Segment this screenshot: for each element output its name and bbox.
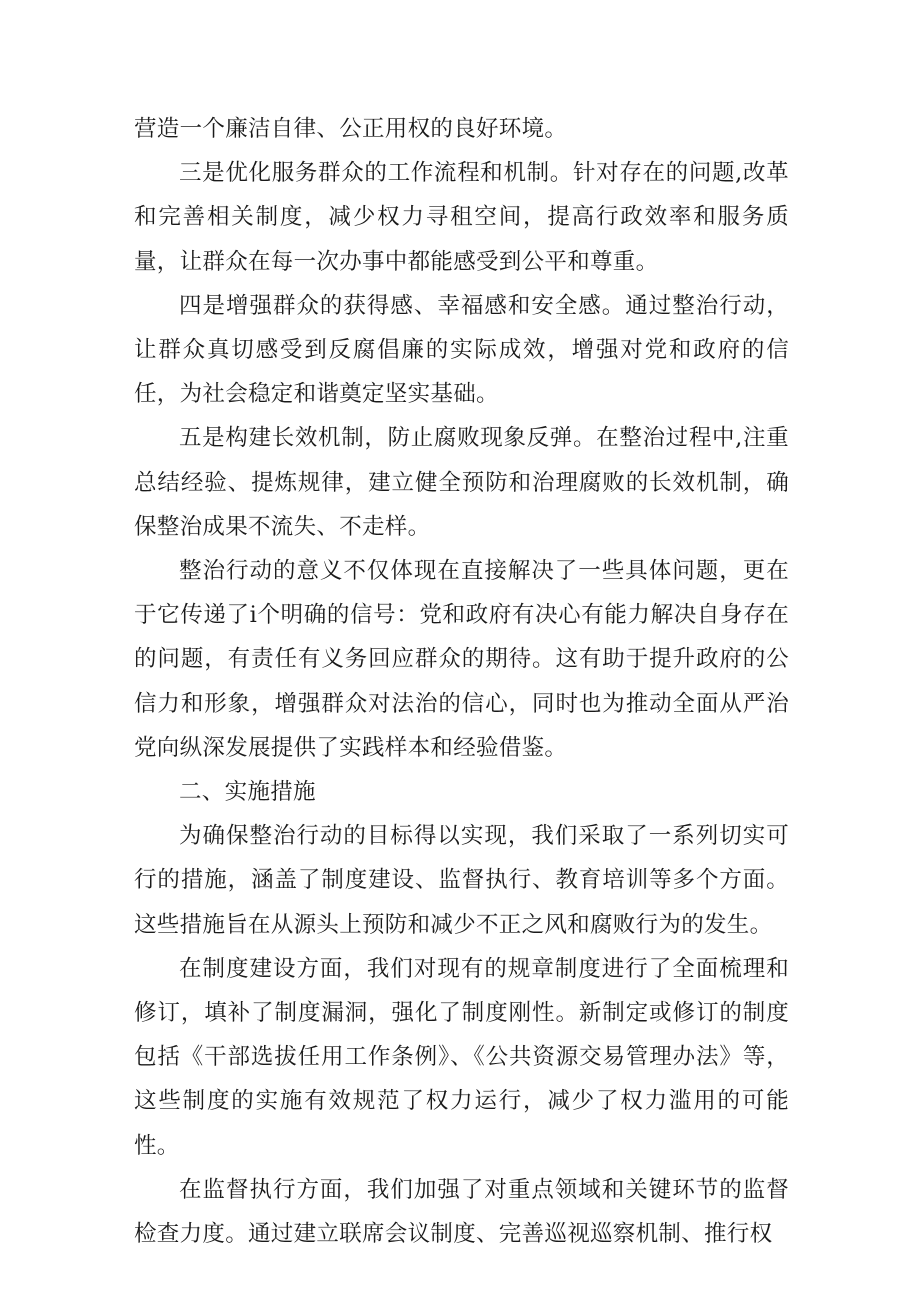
paragraph-point-four: 四是增强群众的获得感、幸福感和安全感。通过整治行动，让群众真切感受到反腐倡廉的实际成效，增强对党和政府的信任，为社会稳定和谐奠定坚实基础。 bbox=[134, 292, 789, 408]
document-body bbox=[134, 107, 789, 1256]
section-heading: 二、实施措施 bbox=[179, 779, 316, 806]
paragraph-continuation: 营造一个廉洁自律、公正用权的良好环境。 bbox=[134, 116, 568, 142]
paragraph-system-building: 在制度建设方面，我们对现有的规章制度进行了全面梳理和修订，填补了制度漏洞，强化了制度刚性。新制定或修订的制度包括《干部选拔任用工作条例》、《公共资源交易管理办法》等，这些制度的实施有效规范了权力运行，减少了权力滥用的可能性。 bbox=[134, 955, 789, 1159]
paragraph-point-three: 三是优化服务群众的工作流程和机制。针对存在的问题,改革和完善相关制度，减少权力寻租空间，提高行政效率和服务质量，让群众在每一次办事中都能感受到公平和尊重。 bbox=[134, 160, 789, 275]
paragraph-measures-intro: 为确保整治行动的目标得以实现，我们采取了一系列切实可行的措施，涵盖了制度建设、监督执行、教育培训等多个方面。这些措施旨在从源头上预防和减少不正之风和腐败行为的发生。 bbox=[134, 823, 789, 938]
paragraph-supervision: 在监督执行方面，我们加强了对重点领域和关键环节的监督检查力度。通过建立联席会议制度、完善巡视巡察机制、推行权 bbox=[134, 1176, 789, 1248]
paragraph-significance: 整治行动的意义不仅体现在直接解决了一些具体问题，更在于它传递了i个明确的信号：党和政府有决心有能力解决自身存在的问题，有责任有义务回应群众的期待。这有助于提升政府的公信力和形象，增强群众对法治的信心，同时也为推动全面从严治党向纵深发展提供了实践样本和经验借鉴。 bbox=[134, 558, 789, 761]
paragraph-point-five: 五是构建长效机制，防止腐败现象反弹。在整治过程中,注重总结经验、提炼规律，建立健全预防和治理腐败的长效机制，确保整治成果不流失、不走样。 bbox=[134, 425, 789, 540]
